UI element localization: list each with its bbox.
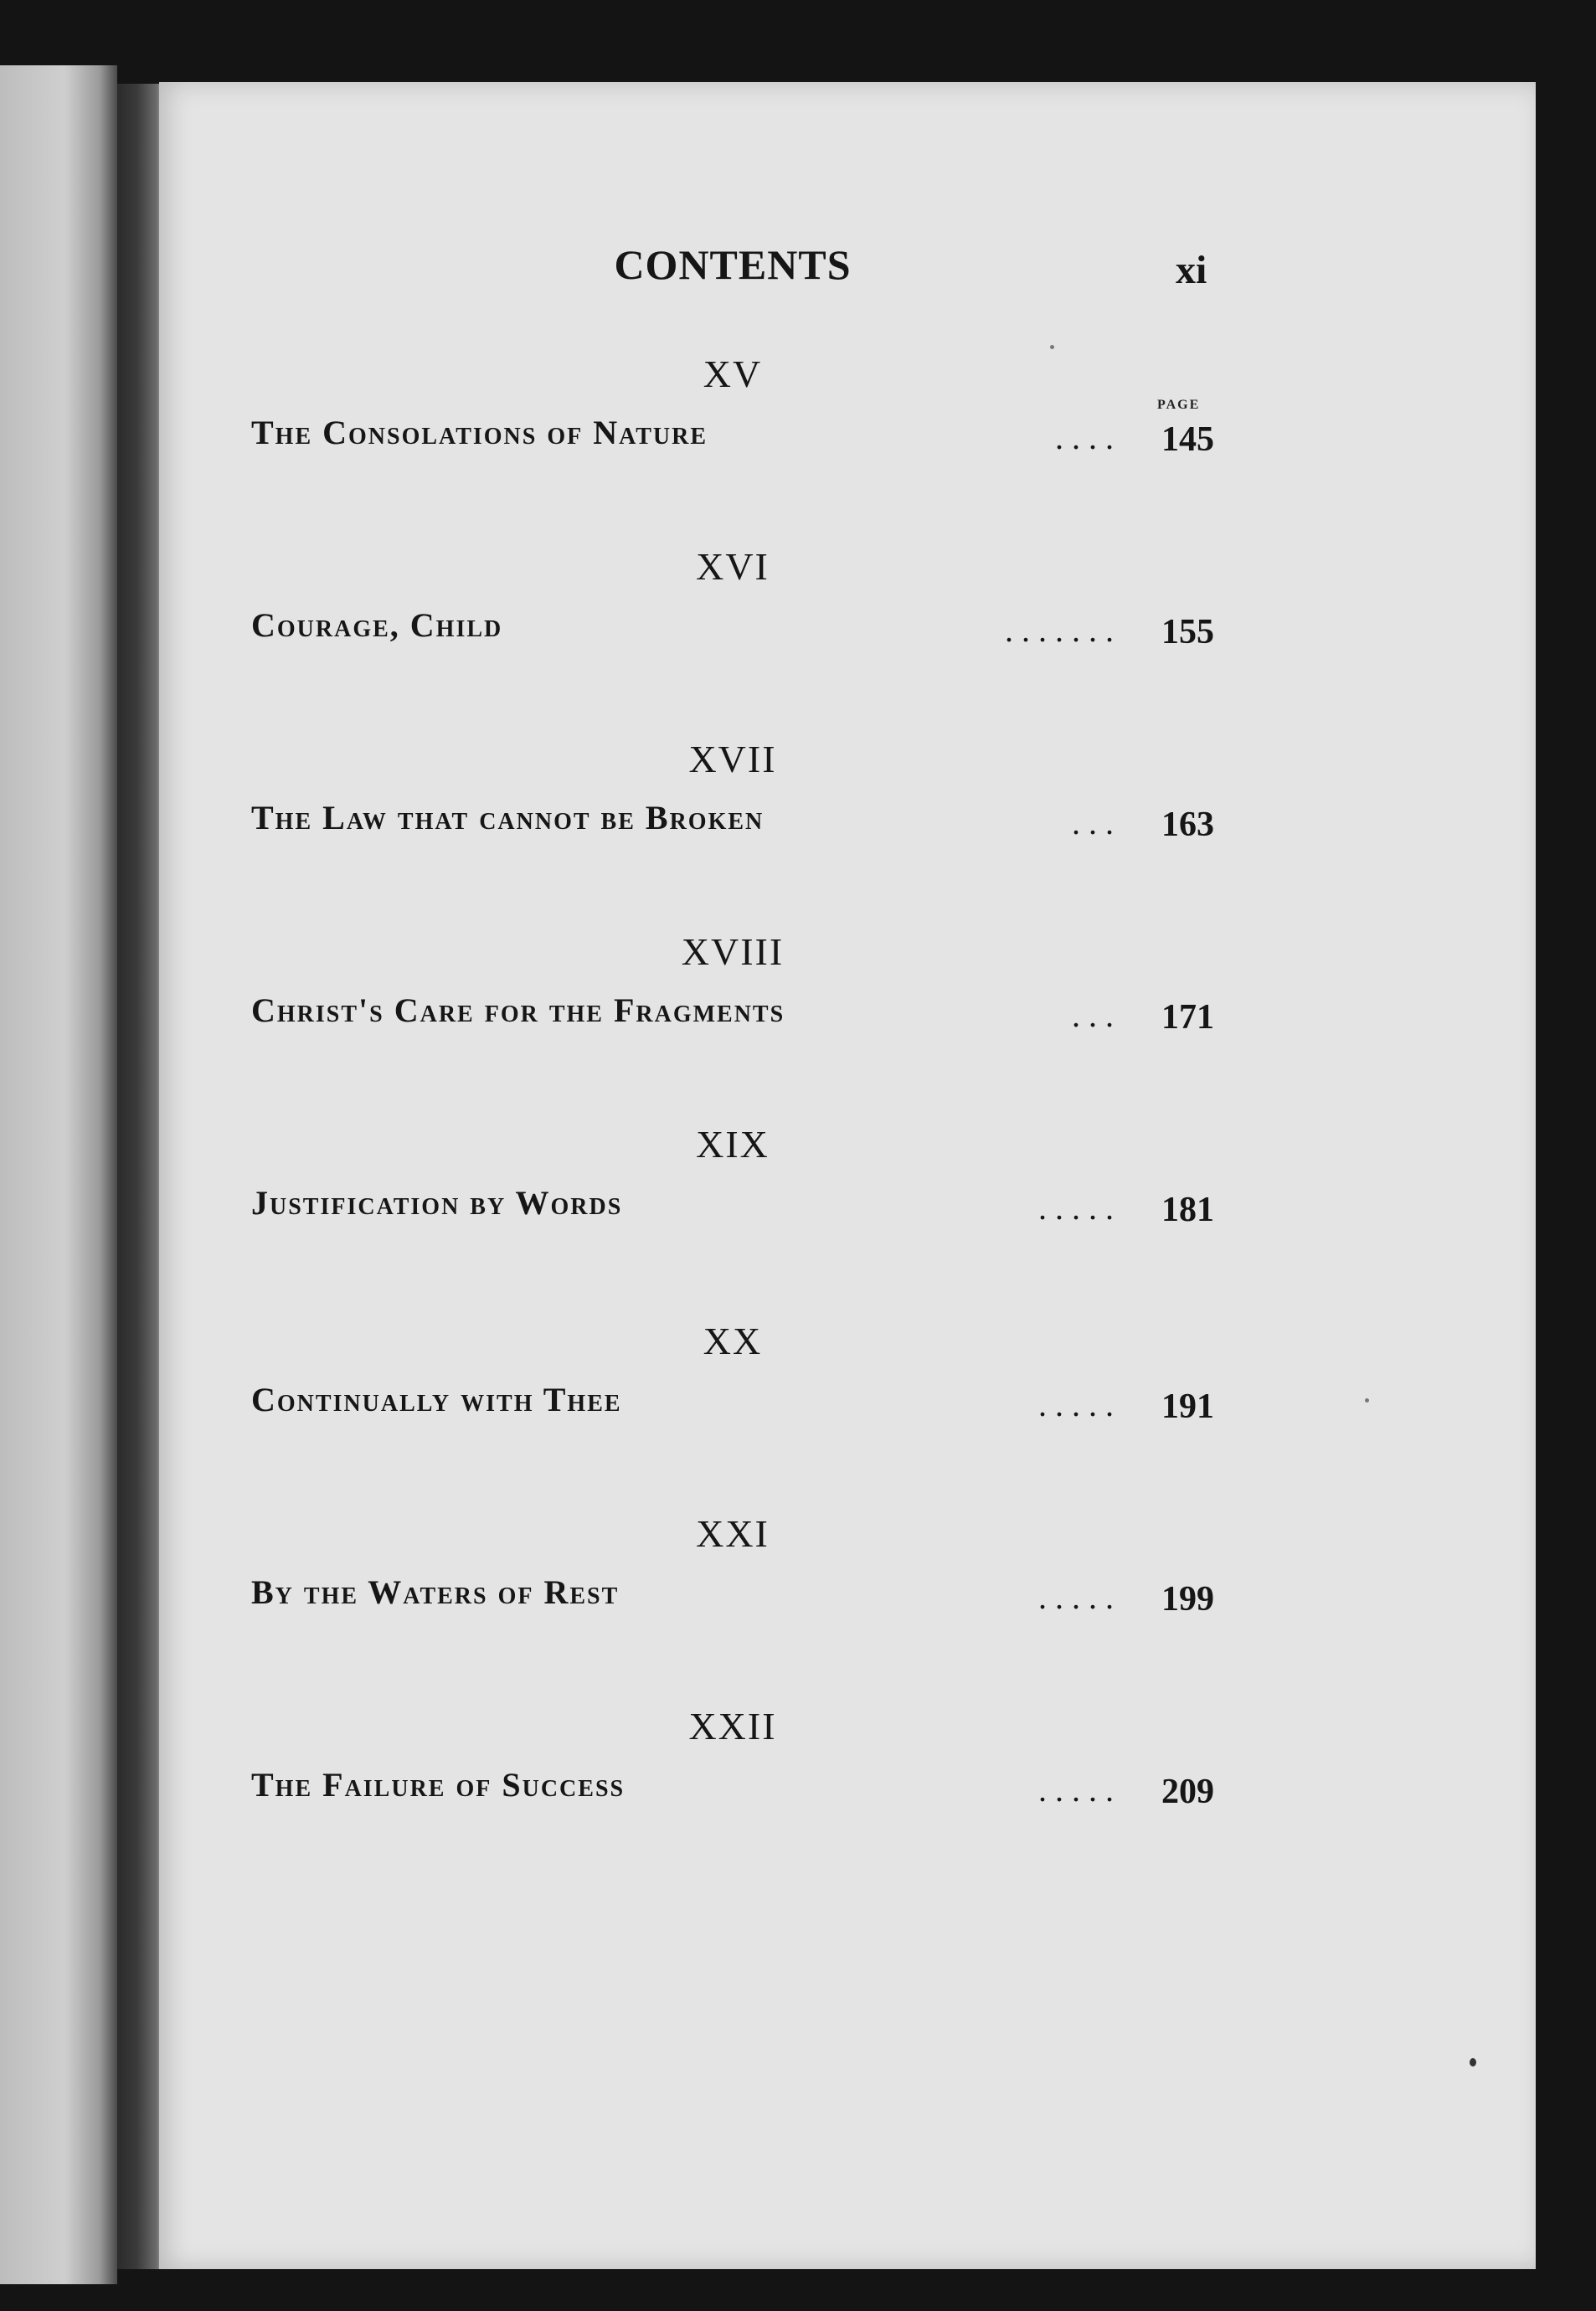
dot-leader: . . . . .	[1038, 1578, 1114, 1616]
page-number: xi	[1176, 248, 1207, 292]
paper-speck	[1470, 2058, 1476, 2067]
chapter-numeral: XXI	[696, 1512, 770, 1555]
chapter-page-number: 155	[1161, 613, 1214, 651]
toc-entry	[251, 352, 1214, 463]
chapter-numeral: XIX	[696, 1123, 770, 1166]
toc-entry	[251, 737, 1214, 848]
dot-leader: . . . .	[1055, 419, 1114, 456]
chapter-page-number: 171	[1161, 998, 1214, 1037]
toc-row[interactable]	[251, 1572, 1214, 1623]
chapter-numeral: XX	[703, 1320, 763, 1362]
chapter-page-number: 181	[1161, 1191, 1214, 1229]
chapter-title: The Law that cannot be Broken	[251, 799, 765, 836]
toc-row[interactable]	[251, 413, 1214, 463]
chapter-page-number: 199	[1161, 1580, 1214, 1619]
toc-row[interactable]	[251, 1183, 1214, 1233]
toc-entry	[251, 544, 1214, 656]
page-column-label: PAGE	[1157, 398, 1201, 412]
toc-entry	[251, 1704, 1214, 1815]
dot-leader: . . . . .	[1038, 1189, 1114, 1227]
dot-leader: . . .	[1072, 804, 1114, 842]
paper-speck	[1365, 1398, 1369, 1403]
chapter-title: The Consolations of Nature	[251, 414, 708, 451]
chapter-title: Justification by Words	[251, 1184, 623, 1222]
dot-leader: . . . . .	[1038, 1771, 1114, 1809]
chapter-page-number: 145	[1161, 420, 1214, 459]
chapter-numeral: XV	[703, 353, 763, 395]
chapter-page-number: 163	[1161, 806, 1214, 844]
chapter-page-number: 209	[1161, 1773, 1214, 1811]
toc-row[interactable]	[251, 991, 1214, 1041]
chapter-title: Courage, Child	[251, 606, 503, 644]
toc-entry	[251, 1122, 1214, 1233]
chapter-numeral: XVII	[688, 738, 777, 780]
chapter-title: Christ's Care for the Fragments	[251, 991, 785, 1029]
chapter-numeral: XVIII	[681, 930, 785, 973]
chapter-title: By the Waters of Rest	[251, 1573, 620, 1611]
dot-leader: . . . . .	[1038, 1386, 1114, 1423]
dot-leader: . . .	[1072, 996, 1114, 1034]
dot-leader: . . . . . . .	[1005, 611, 1114, 649]
chapter-numeral: XXII	[688, 1705, 777, 1747]
chapter-numeral: XVI	[696, 545, 770, 588]
toc-row[interactable]	[251, 1765, 1214, 1815]
toc-row[interactable]	[251, 605, 1214, 656]
chapter-title: Continually with Thee	[251, 1381, 622, 1418]
toc-row[interactable]	[251, 1380, 1214, 1430]
toc-entry	[251, 929, 1214, 1041]
chapter-page-number: 191	[1161, 1387, 1214, 1426]
chapter-title: The Failure of Success	[251, 1766, 626, 1804]
paper-speck	[1050, 345, 1054, 349]
toc-entry	[251, 1511, 1214, 1623]
toc-entry	[251, 1319, 1214, 1430]
page-title: CONTENTS	[614, 241, 852, 288]
facing-page-edge	[0, 65, 117, 2284]
toc-row[interactable]	[251, 798, 1214, 848]
